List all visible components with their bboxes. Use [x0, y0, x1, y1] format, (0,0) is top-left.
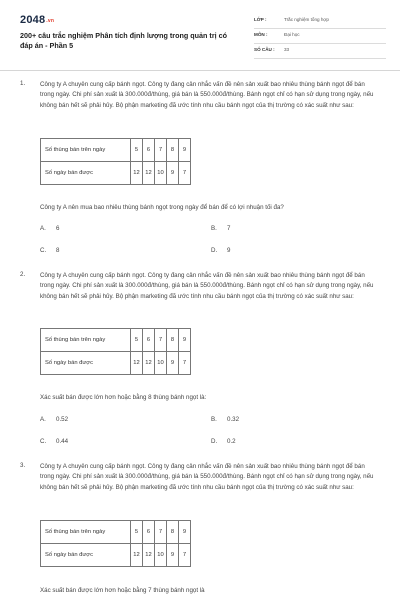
table-cell: 5 — [131, 329, 143, 352]
table-cell: 6 — [143, 329, 155, 352]
option-text: 9 — [227, 247, 231, 254]
answer-option-d[interactable] — [211, 247, 230, 254]
table-row — [41, 544, 191, 567]
meta-key: MÔN : — [254, 32, 268, 37]
answer-option-d[interactable] — [211, 438, 236, 445]
table-cell-label: Số thùng bán trên ngày — [41, 139, 131, 162]
table-cell: 12 — [143, 544, 155, 567]
answer-option-c[interactable] — [40, 438, 68, 445]
answer-option-b[interactable] — [211, 416, 239, 423]
answer-option-c[interactable] — [40, 247, 59, 254]
table-cell: 8 — [167, 139, 179, 162]
question-text: Công ty A chuyên cung cấp bánh ngọt. Công ty đang cân nhắc vấn đề nên sản xuất bao nhiêu thùng bánh ngọt để bán trong ngày. Chi phí sản xuất là 300.000đ/thùng, giá bán là 550.000đ/thùng. Bánh ngọt chỉ có hạn sử dụng trong ngày, nếu không bán hết sẽ phải hủy. Bộ phận marketing đã ước tính nhu cầu bánh ngọt của thị trường có xác suất như sau: — [40, 272, 374, 300]
question-number: 1. — [20, 80, 26, 87]
option-letter: B. — [211, 225, 217, 232]
table-cell: 8 — [167, 521, 179, 544]
table-cell: 7 — [155, 139, 167, 162]
table-cell: 10 — [155, 544, 167, 567]
option-text: 0.44 — [56, 438, 69, 445]
document-meta — [254, 14, 386, 59]
table-cell: 9 — [179, 139, 191, 162]
meta-value: Trắc nghiệm tổng hợp — [284, 17, 329, 22]
table-cell: 7 — [179, 162, 191, 185]
option-letter: B. — [211, 416, 217, 423]
question-prompt: Công ty A nên mua bao nhiêu thùng bánh ngọt trong ngày để bán để có lợi nhuận tối đa? — [40, 204, 284, 211]
table-cell: 8 — [167, 329, 179, 352]
logo-suffix[interactable]: .vn — [46, 18, 55, 24]
demand-table — [40, 520, 191, 567]
table-cell-label: Số ngày bán được — [41, 352, 131, 375]
question-prompt: Xác suất bán được lớn hơn hoặc bằng 8 thùng bánh ngọt là: — [40, 394, 207, 401]
table-cell: 10 — [155, 162, 167, 185]
meta-row-class — [254, 14, 386, 29]
answer-option-a[interactable] — [40, 416, 68, 423]
table-cell: 9 — [167, 544, 179, 567]
answer-option-b[interactable] — [211, 225, 230, 232]
document-header — [0, 0, 400, 72]
table-cell: 12 — [131, 544, 143, 567]
table-cell-label: Số thùng bán trên ngày — [41, 329, 131, 352]
document-title: 200+ câu trắc nghiệm Phân tích định lượng trong quản trị có đáp án - Phần 5 — [20, 31, 227, 50]
table-cell: 9 — [167, 162, 179, 185]
meta-row-subject — [254, 29, 386, 44]
option-text: 0.52 — [56, 416, 69, 423]
meta-value: Đại học — [284, 32, 300, 37]
option-letter: D. — [211, 247, 218, 254]
question-number: 2. — [20, 271, 26, 278]
table-cell-label: Số ngày bán được — [41, 544, 131, 567]
table-cell: 9 — [167, 352, 179, 375]
option-text: 7 — [227, 225, 231, 232]
question-text: Công ty A chuyên cung cấp bánh ngọt. Công ty đang cân nhắc vấn đề nên sản xuất bao nhiêu thùng bánh ngọt để bán trong ngày. Chi phí sản xuất là 300.000đ/thùng, giá bán là 550.000đ/thùng. Bánh ngọt chỉ có hạn sử dụng trong ngày, nếu không bán hết sẽ phải hủy. Bộ phận marketing đã ước tính nhu cầu bánh ngọt của thị trường có xác suất như sau: — [40, 463, 374, 491]
table-cell: 12 — [131, 352, 143, 375]
demand-table — [40, 138, 191, 185]
table-cell: 12 — [131, 162, 143, 185]
meta-key: LỚP : — [254, 17, 267, 22]
table-cell: 9 — [179, 521, 191, 544]
option-letter: A. — [40, 225, 46, 232]
option-letter: A. — [40, 416, 46, 423]
table-cell: 7 — [179, 352, 191, 375]
question-text: Công ty A chuyên cung cấp bánh ngọt. Công ty đang cân nhắc vấn đề nên sản xuất bao nhiêu thùng bánh ngọt để bán trong ngày. Chi phí sản xuất là 300.000đ/thùng, giá bán là 550.000đ/thùng. Bánh ngọt chỉ có hạn sử dụng trong ngày, nếu không bán hết sẽ phải hủy. Bộ phận marketing đã ước tính nhu cầu bánh ngọt của thị trường có xác suất như sau: — [40, 81, 374, 109]
table-cell: 5 — [131, 139, 143, 162]
table-row — [41, 352, 191, 375]
table-row — [41, 162, 191, 185]
header-divider — [0, 70, 400, 71]
table-row — [41, 329, 191, 352]
demand-table — [40, 328, 191, 375]
option-text: 0.2 — [227, 438, 236, 445]
table-cell: 6 — [143, 139, 155, 162]
table-cell: 7 — [179, 544, 191, 567]
table-cell-label: Số ngày bán được — [41, 162, 131, 185]
table-cell: 7 — [155, 329, 167, 352]
meta-key: SỐ CÂU : — [254, 47, 275, 52]
table-cell-label: Số thùng bán trên ngày — [41, 521, 131, 544]
table-row — [41, 521, 191, 544]
meta-row-count — [254, 44, 386, 59]
option-letter: C. — [40, 247, 47, 254]
logo-text[interactable]: 2048 — [20, 14, 46, 26]
table-cell: 12 — [143, 352, 155, 375]
question-prompt: Xác suất bán được lớn hơn hoặc bằng 7 thùng bánh ngọt là — [40, 587, 205, 594]
option-text: 0.32 — [227, 416, 240, 423]
meta-value: 33 — [284, 47, 290, 52]
option-letter: C. — [40, 438, 47, 445]
table-row — [41, 139, 191, 162]
answer-option-a[interactable] — [40, 225, 59, 232]
option-letter: D. — [211, 438, 218, 445]
table-cell: 5 — [131, 521, 143, 544]
question-number: 3. — [20, 462, 26, 469]
table-cell: 12 — [143, 162, 155, 185]
table-cell: 7 — [155, 521, 167, 544]
table-cell: 9 — [179, 329, 191, 352]
table-cell: 6 — [143, 521, 155, 544]
option-text: 8 — [56, 247, 60, 254]
option-text: 6 — [56, 225, 60, 232]
site-logo[interactable] — [20, 14, 54, 26]
table-cell: 10 — [155, 352, 167, 375]
